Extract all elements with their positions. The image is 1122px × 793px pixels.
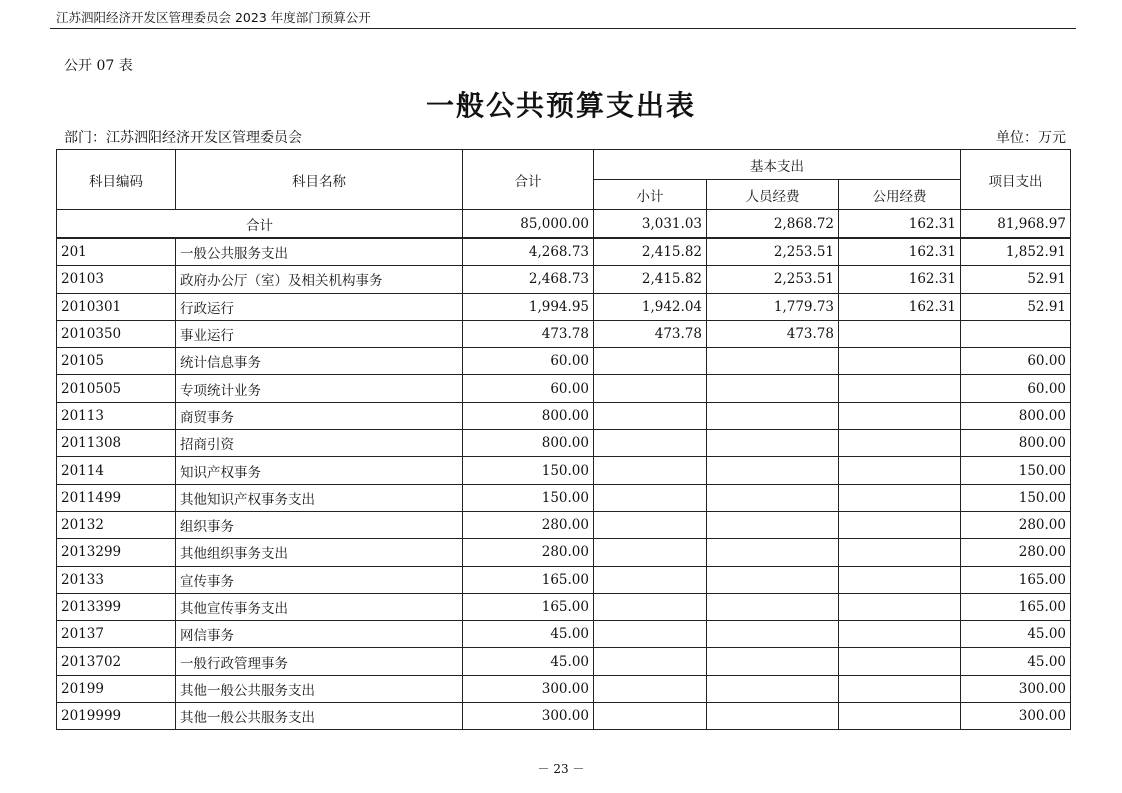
- name-cell: 知识产权事务: [176, 457, 463, 484]
- document-header: 江苏泗阳经济开发区管理委员会 2023 年度部门预算公开: [56, 10, 371, 25]
- column-header-project: 项目支出: [961, 150, 1071, 210]
- name-cell: 事业运行: [176, 320, 463, 347]
- project-cell: 45.00: [961, 648, 1071, 675]
- unit-label: 单位：万元: [996, 130, 1066, 146]
- name-cell: 招商引资: [176, 430, 463, 457]
- department-label: 部门：江苏泗阳经济开发区管理委员会: [64, 130, 302, 146]
- code-cell: 2011308: [57, 430, 176, 457]
- code-cell: 201: [57, 238, 176, 266]
- code-cell: 2010350: [57, 320, 176, 347]
- total-cell: 150.00: [463, 484, 594, 511]
- total-row: [57, 210, 1071, 239]
- name-cell: 组织事务: [176, 511, 463, 538]
- public-cell: [839, 457, 961, 484]
- public-cell: [839, 539, 961, 566]
- public-cell: [839, 703, 961, 730]
- total-cell: 300.00: [463, 703, 594, 730]
- personnel-cell: [707, 402, 839, 429]
- header-divider: [50, 28, 1076, 29]
- name-cell: 其他一般公共服务支出: [176, 703, 463, 730]
- project-cell: 60.00: [961, 348, 1071, 375]
- personnel-cell: [707, 703, 839, 730]
- total-label: 合计: [57, 210, 463, 239]
- project-cell: 45.00: [961, 621, 1071, 648]
- public-cell: [839, 511, 961, 538]
- total-cell: 280.00: [463, 511, 594, 538]
- public-cell: 162.31: [839, 266, 961, 293]
- personnel-cell: 2,868.72: [707, 210, 839, 239]
- subtotal-cell: [594, 703, 707, 730]
- code-cell: 20137: [57, 621, 176, 648]
- code-cell: 2010301: [57, 293, 176, 320]
- public-cell: [839, 430, 961, 457]
- table-row: [57, 648, 1071, 675]
- total-cell: 800.00: [463, 430, 594, 457]
- project-cell: 800.00: [961, 430, 1071, 457]
- public-cell: [839, 593, 961, 620]
- table-row: [57, 320, 1071, 347]
- total-cell: 45.00: [463, 648, 594, 675]
- project-cell: 1,852.91: [961, 238, 1071, 266]
- subtotal-cell: [594, 430, 707, 457]
- code-cell: 20113: [57, 402, 176, 429]
- page-number: － 23 －: [537, 762, 585, 776]
- table-row: [57, 402, 1071, 429]
- table-row: [57, 593, 1071, 620]
- personnel-cell: 473.78: [707, 320, 839, 347]
- code-cell: 20114: [57, 457, 176, 484]
- project-cell: 150.00: [961, 457, 1071, 484]
- subtotal-cell: [594, 348, 707, 375]
- budget-table: [56, 149, 1071, 730]
- public-cell: [839, 648, 961, 675]
- project-cell: 81,968.97: [961, 210, 1071, 239]
- name-cell: 宣传事务: [176, 566, 463, 593]
- table-row: [57, 457, 1071, 484]
- public-cell: 162.31: [839, 210, 961, 239]
- code-cell: 20199: [57, 675, 176, 702]
- subtotal-cell: 1,942.04: [594, 293, 707, 320]
- table-row: [57, 348, 1071, 375]
- subtotal-cell: 3,031.03: [594, 210, 707, 239]
- project-cell: 300.00: [961, 703, 1071, 730]
- project-cell: 165.00: [961, 566, 1071, 593]
- code-cell: 20105: [57, 348, 176, 375]
- table-row: [57, 238, 1071, 266]
- column-header-name: 科目名称: [176, 150, 463, 210]
- project-cell: 165.00: [961, 593, 1071, 620]
- public-cell: [839, 402, 961, 429]
- code-cell: 20133: [57, 566, 176, 593]
- public-cell: 162.31: [839, 238, 961, 266]
- personnel-cell: 2,253.51: [707, 266, 839, 293]
- subtotal-cell: [594, 457, 707, 484]
- project-cell: 52.91: [961, 266, 1071, 293]
- name-cell: 一般公共服务支出: [176, 238, 463, 266]
- form-number: 公开 07 表: [64, 58, 133, 74]
- total-cell: 4,268.73: [463, 238, 594, 266]
- project-cell: 280.00: [961, 539, 1071, 566]
- table-row: [57, 266, 1071, 293]
- public-cell: [839, 675, 961, 702]
- total-cell: 280.00: [463, 539, 594, 566]
- code-cell: 20103: [57, 266, 176, 293]
- table-row: [57, 375, 1071, 402]
- code-cell: 2010505: [57, 375, 176, 402]
- table-row: [57, 511, 1071, 538]
- name-cell: 其他组织事务支出: [176, 539, 463, 566]
- page-title: 一般公共预算支出表: [425, 89, 696, 122]
- personnel-cell: [707, 539, 839, 566]
- public-cell: [839, 484, 961, 511]
- project-cell: 150.00: [961, 484, 1071, 511]
- subtotal-cell: [594, 375, 707, 402]
- project-cell: 280.00: [961, 511, 1071, 538]
- column-header-code: 科目编码: [57, 150, 176, 210]
- total-cell: 45.00: [463, 621, 594, 648]
- name-cell: 其他一般公共服务支出: [176, 675, 463, 702]
- subtotal-cell: [594, 539, 707, 566]
- code-cell: 2013399: [57, 593, 176, 620]
- project-cell: 52.91: [961, 293, 1071, 320]
- name-cell: 其他知识产权事务支出: [176, 484, 463, 511]
- project-cell: 300.00: [961, 675, 1071, 702]
- personnel-cell: [707, 648, 839, 675]
- public-cell: [839, 621, 961, 648]
- subtotal-cell: 2,415.82: [594, 238, 707, 266]
- subtotal-cell: 2,415.82: [594, 266, 707, 293]
- public-cell: 162.31: [839, 293, 961, 320]
- personnel-cell: [707, 621, 839, 648]
- public-cell: [839, 320, 961, 347]
- table-row: [57, 293, 1071, 320]
- code-cell: 2013299: [57, 539, 176, 566]
- total-cell: 165.00: [463, 593, 594, 620]
- project-cell: 800.00: [961, 402, 1071, 429]
- name-cell: 行政运行: [176, 293, 463, 320]
- total-cell: 2,468.73: [463, 266, 594, 293]
- subtotal-cell: [594, 566, 707, 593]
- subtotal-cell: [594, 402, 707, 429]
- personnel-cell: [707, 511, 839, 538]
- table-row: [57, 539, 1071, 566]
- table-row: [57, 430, 1071, 457]
- subtotal-cell: [594, 648, 707, 675]
- personnel-cell: [707, 484, 839, 511]
- total-cell: 473.78: [463, 320, 594, 347]
- table-row: [57, 703, 1071, 730]
- personnel-cell: [707, 348, 839, 375]
- name-cell: 政府办公厅（室）及相关机构事务: [176, 266, 463, 293]
- personnel-cell: 1,779.73: [707, 293, 839, 320]
- personnel-cell: [707, 566, 839, 593]
- personnel-cell: [707, 457, 839, 484]
- total-cell: 800.00: [463, 402, 594, 429]
- column-header-subtotal: 小计: [594, 180, 707, 210]
- subtotal-cell: [594, 593, 707, 620]
- code-cell: 2011499: [57, 484, 176, 511]
- total-cell: 85,000.00: [463, 210, 594, 239]
- column-header-personnel: 人员经费: [707, 180, 839, 210]
- table-row: [57, 621, 1071, 648]
- code-cell: 20132: [57, 511, 176, 538]
- total-cell: 300.00: [463, 675, 594, 702]
- public-cell: [839, 348, 961, 375]
- personnel-cell: 2,253.51: [707, 238, 839, 266]
- total-cell: 60.00: [463, 348, 594, 375]
- table-row: [57, 566, 1071, 593]
- personnel-cell: [707, 375, 839, 402]
- column-header-basic: 基本支出: [594, 150, 961, 180]
- name-cell: 商贸事务: [176, 402, 463, 429]
- public-cell: [839, 566, 961, 593]
- name-cell: 网信事务: [176, 621, 463, 648]
- project-cell: 60.00: [961, 375, 1071, 402]
- personnel-cell: [707, 675, 839, 702]
- subtotal-cell: [594, 675, 707, 702]
- public-cell: [839, 375, 961, 402]
- column-header-total: 合计: [463, 150, 594, 210]
- subtotal-cell: 473.78: [594, 320, 707, 347]
- name-cell: 一般行政管理事务: [176, 648, 463, 675]
- code-cell: 2019999: [57, 703, 176, 730]
- table-row: [57, 484, 1071, 511]
- total-cell: 150.00: [463, 457, 594, 484]
- personnel-cell: [707, 593, 839, 620]
- name-cell: 其他宣传事务支出: [176, 593, 463, 620]
- personnel-cell: [707, 430, 839, 457]
- name-cell: 统计信息事务: [176, 348, 463, 375]
- subtotal-cell: [594, 621, 707, 648]
- subtotal-cell: [594, 511, 707, 538]
- table-row: [57, 675, 1071, 702]
- project-cell: [961, 320, 1071, 347]
- column-header-public: 公用经费: [839, 180, 961, 210]
- total-cell: 165.00: [463, 566, 594, 593]
- code-cell: 2013702: [57, 648, 176, 675]
- name-cell: 专项统计业务: [176, 375, 463, 402]
- total-cell: 1,994.95: [463, 293, 594, 320]
- total-cell: 60.00: [463, 375, 594, 402]
- subtotal-cell: [594, 484, 707, 511]
